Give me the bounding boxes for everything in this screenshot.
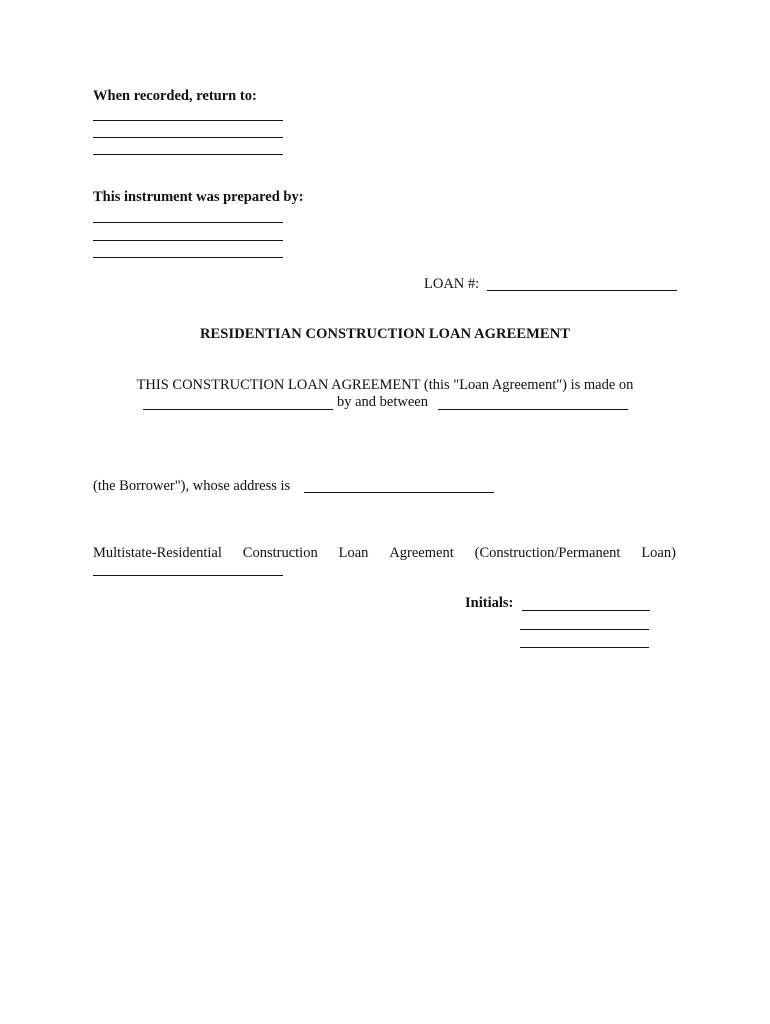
intro-line-1: THIS CONSTRUCTION LOAN AGREEMENT (this "Loan Agreement") is made on [136, 377, 634, 393]
initials-label: Initials: [465, 595, 514, 611]
form-word-5: (Construction/Permanent [474, 545, 621, 561]
form-word-3: Loan [338, 545, 369, 561]
intro-by-and-between: by and between [337, 394, 428, 410]
initials-line-2[interactable] [520, 629, 649, 630]
loan-number-label: LOAN #: [424, 276, 480, 292]
initials-line-1[interactable] [522, 610, 650, 611]
form-word-6: Loan) [641, 545, 676, 561]
form-word-1: Multistate-Residential [93, 545, 222, 561]
initials-line-3[interactable] [520, 647, 649, 648]
prepared-by-line-3[interactable] [93, 257, 283, 258]
return-to-line-3[interactable] [93, 154, 283, 155]
return-to-label: When recorded, return to: [93, 88, 257, 104]
borrower-address-label: (the Borrower"), whose address is [93, 478, 291, 494]
form-name-blank-line[interactable] [93, 575, 283, 576]
prepared-by-label: This instrument was prepared by: [93, 189, 304, 205]
prepared-by-line-2[interactable] [93, 240, 283, 241]
form-word-2: Construction [242, 545, 318, 561]
return-to-line-1[interactable] [93, 120, 283, 121]
agreement-date-field[interactable] [143, 409, 333, 410]
lender-name-field[interactable] [438, 409, 628, 410]
form-word-4: Agreement [389, 545, 454, 561]
document-title: RESIDENTIAN CONSTRUCTION LOAN AGREEMENT [199, 326, 571, 342]
return-to-line-2[interactable] [93, 137, 283, 138]
prepared-by-line-1[interactable] [93, 222, 283, 223]
borrower-address-field[interactable] [304, 492, 494, 493]
loan-number-field[interactable] [487, 290, 677, 291]
form-name-line [93, 545, 676, 562]
